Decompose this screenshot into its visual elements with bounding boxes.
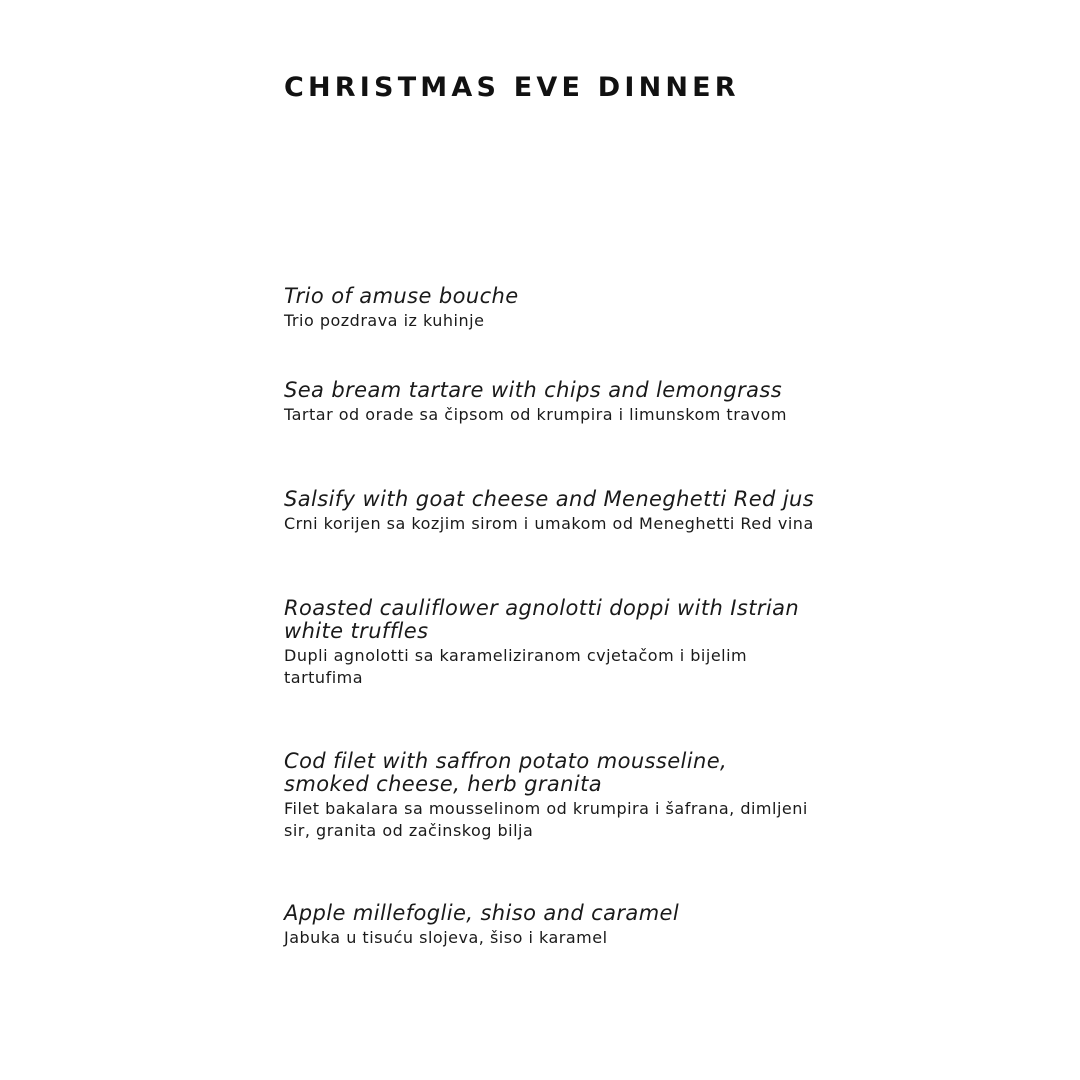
menu-title: CHRISTMAS EVE DINNER [284, 72, 740, 103]
course-item [284, 597, 804, 689]
course-item [284, 285, 844, 332]
course-name-croatian: Tartar od orade sa čipsom od krumpira i limunskom travom [284, 405, 787, 424]
course-name-english: Trio of amuse bouche [284, 284, 519, 308]
course-item [284, 902, 844, 949]
course-name-english: Apple millefoglie, shiso and caramel [284, 901, 680, 925]
course-name-croatian: Filet bakalara sa mousselinom od krumpira i šafrana, dimljeni sir, granita od začinskog bilja [284, 799, 808, 840]
course-item [284, 379, 844, 426]
course-name-croatian: Dupli agnolotti sa karameliziranom cvjetačom i bijelim tartufima [284, 646, 748, 687]
course-name-croatian: Crni korijen sa kozjim sirom i umakom od Meneghetti Red vina [284, 514, 814, 533]
course-name-english: Cod filet with saffron potato mousseline, smoked cheese, herb granita [284, 749, 728, 796]
course-name-english: Salsify with goat cheese and Meneghetti Red jus [284, 487, 815, 511]
course-item [284, 750, 814, 842]
course-item [284, 488, 844, 535]
course-name-english: Roasted cauliflower agnolotti doppi with Istrian white truffles [284, 596, 800, 643]
course-name-croatian: Jabuka u tisuću slojeva, šiso i karamel [284, 928, 608, 947]
course-name-croatian: Trio pozdrava iz kuhinje [284, 311, 485, 330]
course-name-english: Sea bream tartare with chips and lemongrass [284, 378, 783, 402]
